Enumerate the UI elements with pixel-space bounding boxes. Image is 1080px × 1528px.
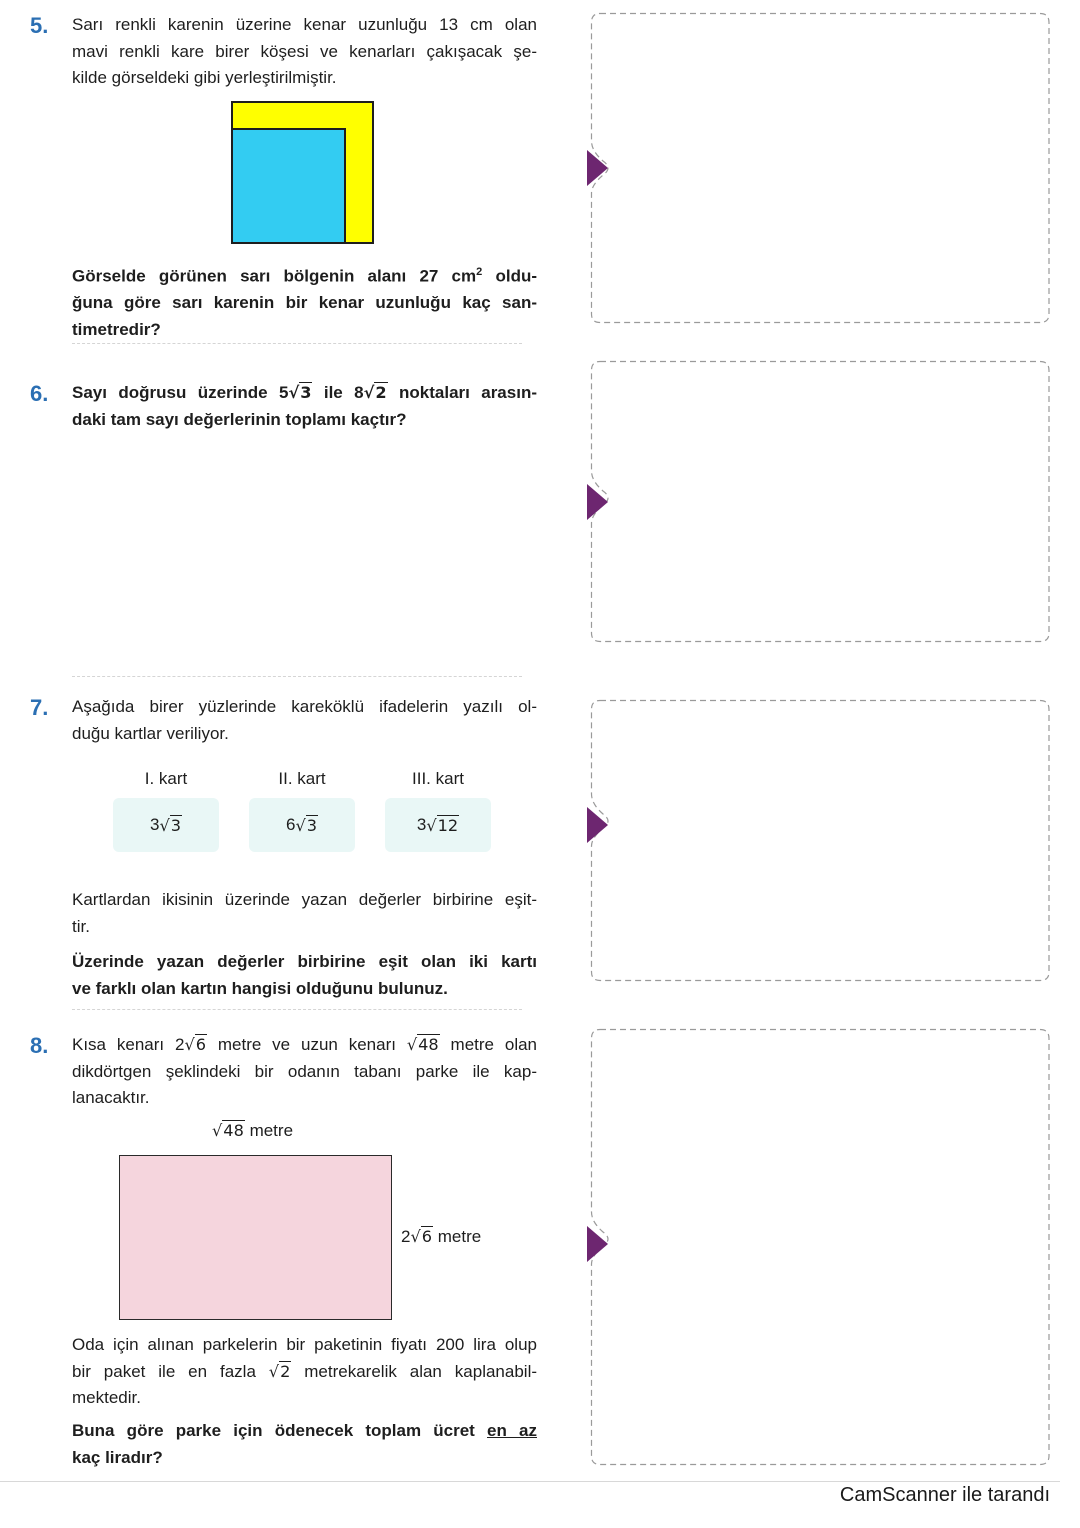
answer-box-outline	[591, 13, 1050, 323]
play-arrow-icon	[587, 484, 608, 520]
text-line: kilde görseldeki gibi yerleştirilmiştir.	[72, 68, 337, 87]
text-line: lanacaktır.	[72, 1088, 150, 1107]
text-line: Kartlardan ikisinin üzerinde yazan değerler birbirine eşit-	[72, 890, 537, 909]
sqrt: √48	[212, 1121, 244, 1140]
sqrt: √6	[410, 1227, 433, 1246]
superscript: 2	[476, 266, 483, 278]
text-line: Görselde görünen sarı bölgenin alanı 27 cm	[72, 266, 477, 286]
card-1	[113, 798, 219, 852]
text-line: ğuna göre sarı karenin bir kenar uzunluğu kaç san-	[72, 293, 537, 313]
radicand: 3	[170, 815, 182, 835]
text-segment: metre ve uzun kenarı	[207, 1035, 407, 1054]
text-line: Sarı renkli karenin üzerine kenar uzunluğu 13 cm olan	[72, 15, 537, 34]
answer-box-5[interactable]	[591, 13, 1050, 323]
text-line: tir.	[72, 916, 90, 936]
room-rectangle	[119, 1155, 392, 1320]
text-line: Aşağıda birer yüzlerinde kareköklü ifadelerin yazılı ol-	[72, 697, 537, 716]
separator	[72, 676, 522, 677]
text-line: duğu kartlar veriliyor.	[72, 723, 229, 743]
scanner-watermark: CamScanner ile tarandı	[839, 1484, 1050, 1506]
text-line: kaç liradır?	[72, 1447, 163, 1467]
question-6-text	[72, 380, 537, 433]
answer-box-6[interactable]	[591, 361, 1050, 642]
answer-box-outline	[591, 700, 1050, 981]
room-width-label	[401, 1227, 481, 1247]
answer-box-outline	[591, 1029, 1050, 1465]
sqrt: √48	[406, 1035, 439, 1054]
card-1-title: I. kart	[144, 769, 188, 788]
squares-figure	[231, 101, 375, 245]
card-3-title: III. kart	[412, 769, 464, 788]
question-5-prompt	[72, 259, 537, 343]
emphasis-underlined: en az	[487, 1421, 537, 1440]
text-line: mektedir.	[72, 1388, 141, 1407]
question-6-number: 6.	[30, 381, 49, 406]
radicand: 48	[418, 1035, 439, 1054]
separator	[72, 343, 522, 344]
unit: metre	[433, 1227, 482, 1246]
question-5-text	[72, 12, 537, 92]
card-3	[385, 798, 491, 852]
blue-square	[232, 129, 345, 243]
footer-divider	[0, 1481, 1060, 1482]
sqrt: √3	[159, 815, 182, 835]
play-arrow-icon	[587, 1226, 608, 1262]
unit: metre	[244, 1121, 294, 1140]
answer-box-outline	[591, 361, 1050, 642]
text-segment: Kısa kenarı 2	[72, 1035, 185, 1054]
play-arrow-icon	[587, 807, 608, 843]
radicand: 6	[421, 1227, 433, 1246]
question-7-text	[72, 694, 537, 747]
card-coef: 6	[285, 815, 296, 834]
sqrt: √3	[295, 815, 318, 835]
radicand: 3	[300, 383, 312, 402]
question-5-number: 5.	[30, 13, 49, 38]
radicand: 3	[306, 815, 318, 835]
sqrt: √6	[184, 1035, 207, 1054]
separator	[72, 1009, 522, 1010]
card-2	[249, 798, 355, 852]
question-7-prompt	[72, 949, 537, 1002]
text-line: oldu-	[482, 266, 537, 286]
question-8-number: 8.	[30, 1033, 49, 1058]
room-length-label	[212, 1121, 293, 1141]
text-segment: bir paket ile en fazla	[72, 1361, 269, 1381]
question-8-text	[72, 1032, 537, 1112]
text-line: dikdörtgen şeklindeki bir odanın tabanı parke ile kap-	[72, 1061, 537, 1081]
radicand: 2	[280, 1361, 291, 1381]
radicand: 48	[223, 1121, 244, 1140]
text-line: daki tam sayı değerlerinin toplamı kaçtır?	[72, 409, 407, 429]
radicand: 2	[375, 383, 387, 402]
text-segment: noktaları arasın-	[387, 383, 537, 402]
text-line: ve farklı olan kartın hangisi olduğunu bulunuz.	[72, 978, 448, 998]
text-line: Üzerinde yazan değerler birbirine eşit olan iki kartı	[72, 952, 537, 971]
text-segment: ile 8	[312, 383, 364, 402]
sqrt: √3	[288, 383, 312, 402]
text-segment: metre olan	[439, 1035, 537, 1054]
text-line: mavi renkli kare birer köşesi ve kenarları çakışacak şe-	[72, 41, 537, 61]
question-7-info	[72, 887, 537, 940]
text-segment: Buna göre parke için ödenecek toplam ücret	[72, 1421, 487, 1440]
radicand: 6	[195, 1035, 207, 1054]
text-line: timetredir?	[72, 319, 161, 339]
sqrt: √2	[363, 383, 387, 402]
text-line: Oda için alınan parkelerin bir paketinin fiyatı 200 lira olup	[72, 1335, 537, 1354]
sqrt: √12	[426, 815, 459, 835]
question-7-number: 7.	[30, 695, 49, 720]
coef: 2	[401, 1227, 411, 1246]
question-8-prompt	[72, 1418, 537, 1471]
question-8-info	[72, 1332, 537, 1412]
radicand: 12	[437, 815, 459, 835]
card-coef: 3	[416, 815, 427, 834]
answer-box-7[interactable]	[591, 700, 1050, 981]
card-coef: 3	[149, 815, 160, 834]
answer-box-8[interactable]	[591, 1029, 1050, 1465]
sqrt: √2	[268, 1361, 291, 1381]
text-segment: Sayı doğrusu üzerinde 5	[72, 383, 289, 402]
card-2-title: II. kart	[278, 769, 326, 788]
text-segment: metrekarelik alan kaplanabil-	[291, 1361, 538, 1381]
